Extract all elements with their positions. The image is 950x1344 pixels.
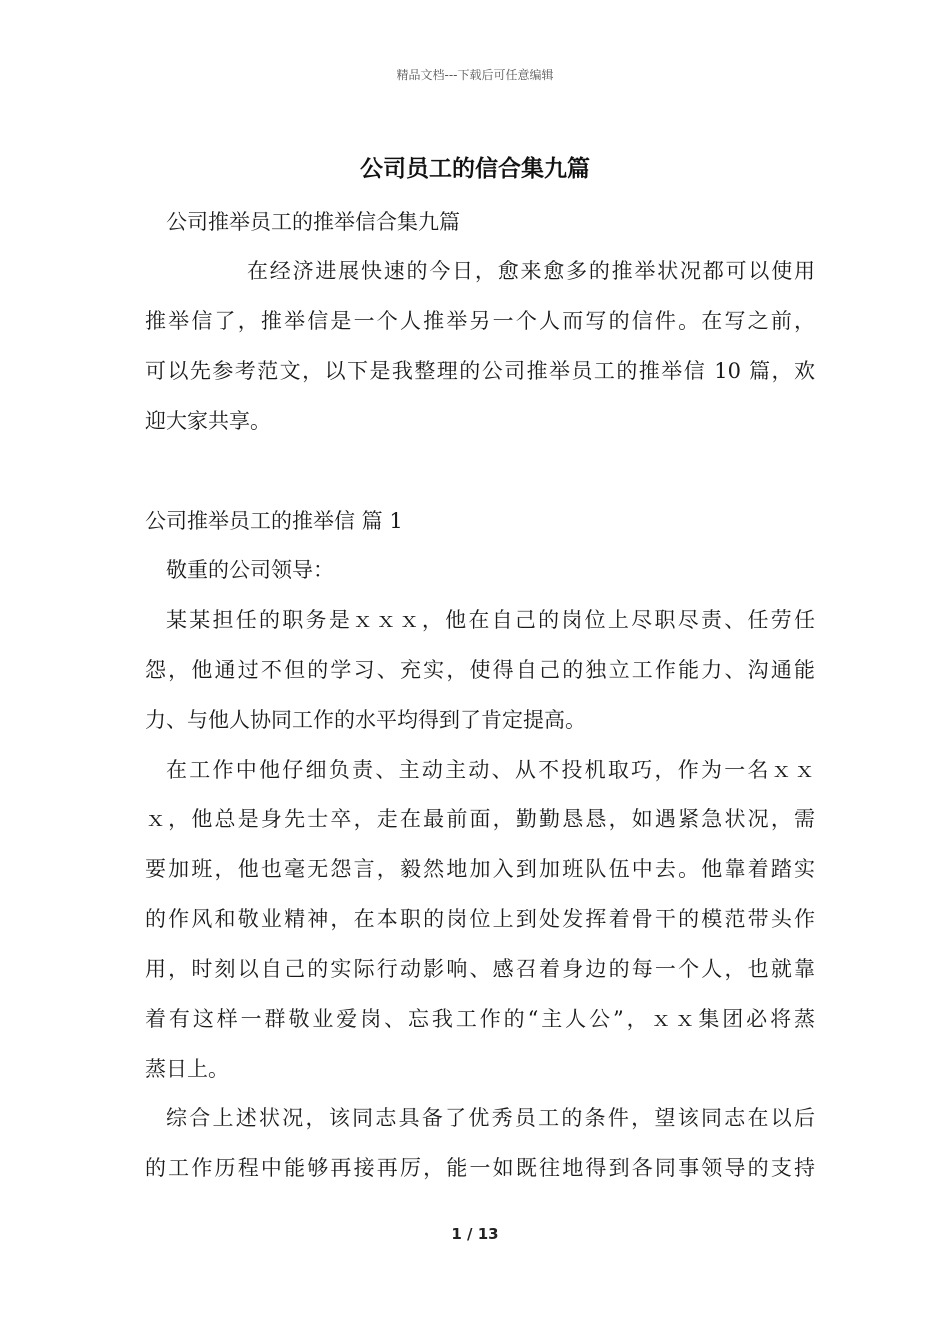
salutation: 敬重的公司领导：: [166, 558, 334, 582]
page-number: 1 / 13: [451, 1225, 499, 1243]
paragraph-line: 某某担任的职务是ｘｘｘ，他在自己的岗位上尽职尽责、任劳任: [166, 608, 815, 632]
document-title: 公司员工的信合集九篇: [360, 155, 590, 182]
paragraph-line: 的工作历程中能够再接再厉，能一如既往地得到各同事领导的支持: [145, 1156, 815, 1180]
header-note: 精品文档---下载后可任意编辑: [396, 68, 554, 82]
paragraph-line: 的作风和敬业精神，在本职的岗位上到处发挥着骨干的模范带头作: [145, 907, 815, 931]
intro-line: 可以先参考范文，以下是我整理的公司推举员工的推举信 10 篇，欢: [145, 359, 815, 383]
intro-line: 迎大家共享。: [145, 409, 271, 433]
paragraph-line: 综合上述状况，该同志具备了优秀员工的条件，望该同志在以后: [166, 1106, 815, 1130]
paragraph-line: 用，时刻以自己的实际行动影响、感召着身边的每一个人，也就靠: [145, 957, 815, 981]
paragraph-line: 要加班，他也毫无怨言，毅然地加入到加班队伍中去。他靠着踏实: [145, 857, 815, 881]
paragraph-line: ｘ，他总是身先士卒，走在最前面，勤勤恳恳，如遇紧急状况，需: [145, 807, 815, 831]
section-heading: 公司推举员工的推举信 篇 1: [145, 509, 403, 533]
paragraph-line: 力、与他人协同工作的水平均得到了肯定提高。: [145, 708, 586, 732]
paragraph-line: 着有这样一群敬业爱岗、忘我工作的“主人公”，ｘｘ集团必将蒸: [145, 1007, 815, 1031]
intro-line: 在经济进展快速的今日，愈来愈多的推举状况都可以使用: [247, 259, 815, 283]
paragraph-line: 蒸日上。: [145, 1057, 229, 1081]
document-subtitle: 公司推举员工的推举信合集九篇: [166, 210, 460, 234]
intro-line: 推举信了，推举信是一个人推举另一个人而写的信件。在写之前，: [145, 309, 815, 333]
paragraph-line: 怨，他通过不但的学习、充实，使得自己的独立工作能力、沟通能: [145, 658, 815, 682]
paragraph-line: 在工作中他仔细负责、主动主动、从不投机取巧，作为一名ｘｘ: [166, 758, 815, 782]
